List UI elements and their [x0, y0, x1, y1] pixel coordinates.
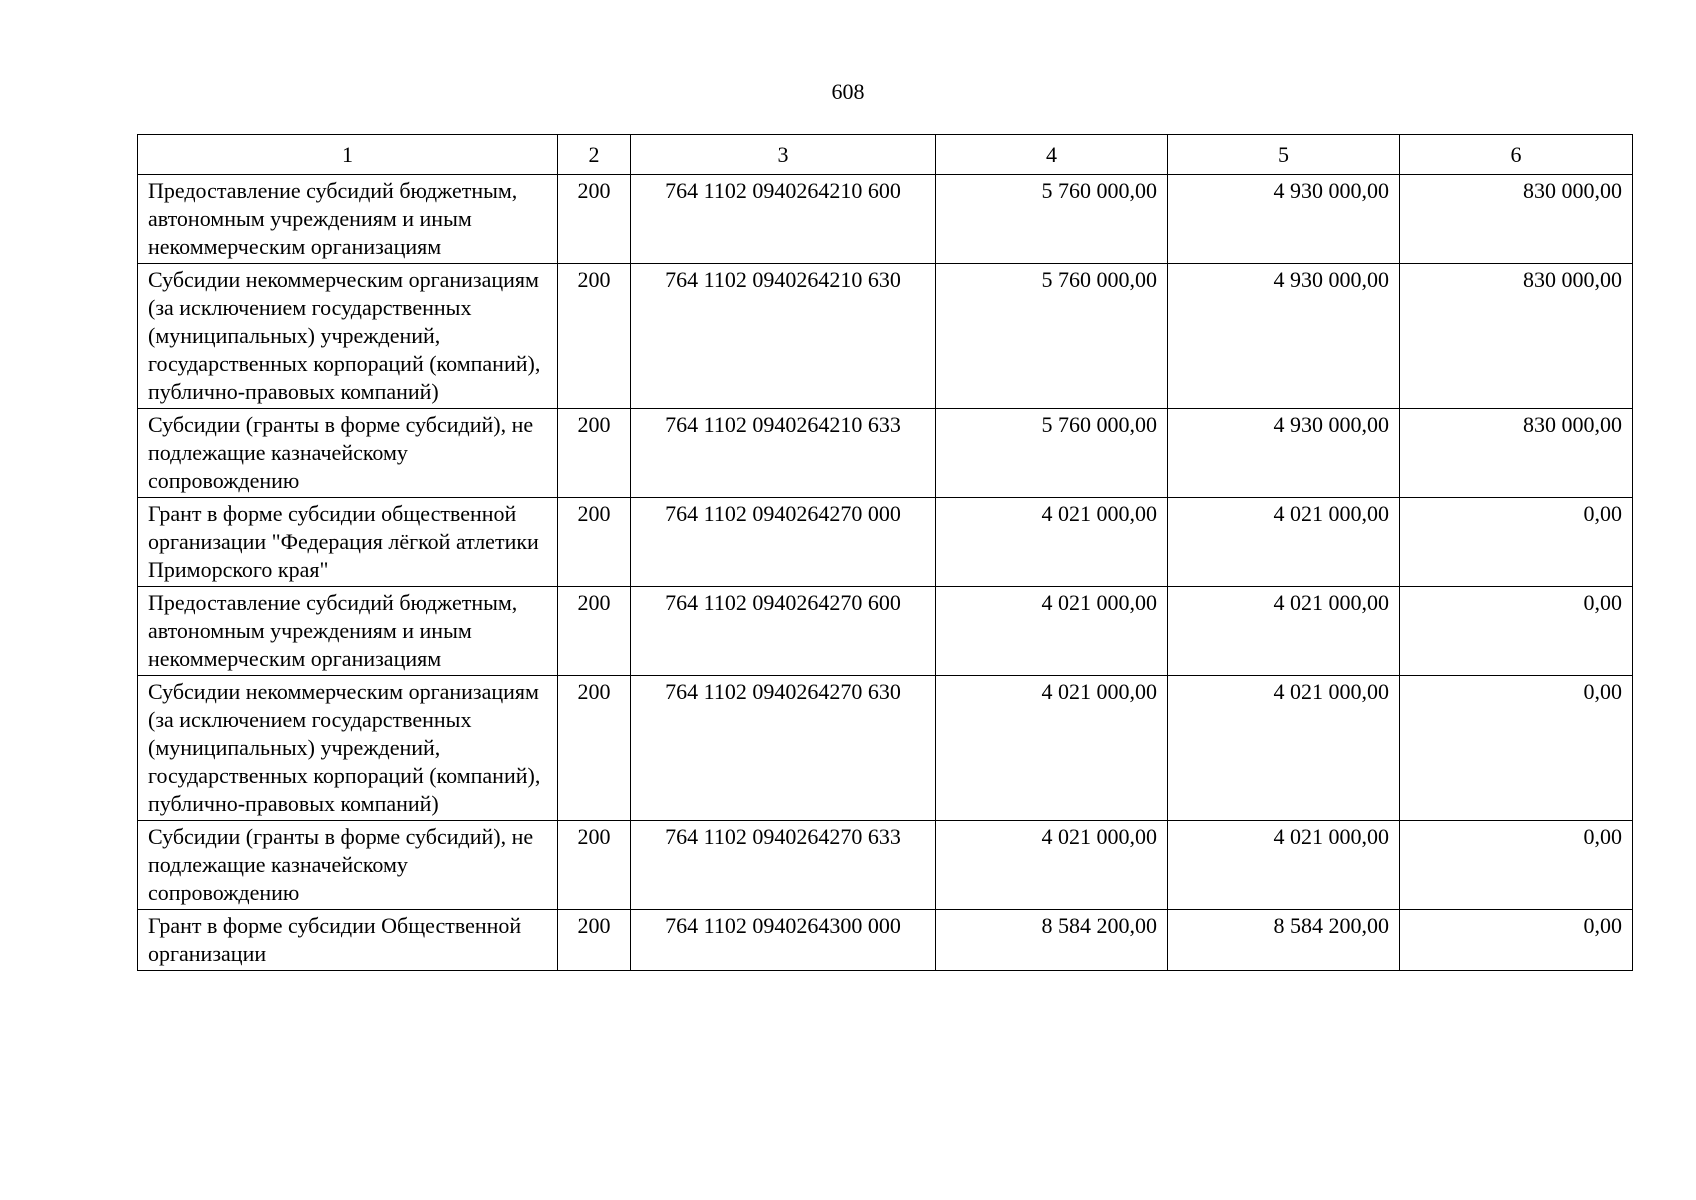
row-executed-cell: 8 584 200,00	[1168, 910, 1400, 971]
row-name-cell: Предоставление субсидий бюджетным, автономным учреждениям и иным некоммерческим организациям	[138, 175, 558, 264]
row-kbk-cell: 764 1102 0940264210 633	[631, 409, 936, 498]
row-unexecuted-cell: 0,00	[1400, 910, 1633, 971]
row-name-cell: Субсидии (гранты в форме субсидий), не подлежащие казначейскому сопровождению	[138, 821, 558, 910]
row-name-cell: Субсидии некоммерческим организациям (за исключением государственных (муниципальных) учреждений, государственных корпораций (компаний), публично-правовых компаний)	[138, 264, 558, 409]
row-approved-cell: 4 021 000,00	[936, 821, 1168, 910]
row-executed-cell: 4 021 000,00	[1168, 587, 1400, 676]
table-row	[138, 587, 1633, 676]
row-unexecuted-cell: 830 000,00	[1400, 264, 1633, 409]
header-col-1: 1	[138, 135, 558, 175]
row-name-cell: Грант в форме субсидии общественной организации "Федерация лёгкой атлетики Приморского края"	[138, 498, 558, 587]
table-row	[138, 264, 1633, 409]
row-kbk-cell: 764 1102 0940264210 600	[631, 175, 936, 264]
row-approved-cell: 5 760 000,00	[936, 409, 1168, 498]
row-code-cell: 200	[558, 264, 631, 409]
row-unexecuted-cell: 0,00	[1400, 498, 1633, 587]
table-row	[138, 821, 1633, 910]
header-col-4: 4	[936, 135, 1168, 175]
header-col-3: 3	[631, 135, 936, 175]
row-code-cell: 200	[558, 175, 631, 264]
row-code-cell: 200	[558, 910, 631, 971]
row-executed-cell: 4 930 000,00	[1168, 175, 1400, 264]
row-kbk-cell: 764 1102 0940264210 630	[631, 264, 936, 409]
budget-table	[137, 134, 1633, 971]
row-name-cell: Субсидии некоммерческим организациям (за исключением государственных (муниципальных) учреждений, государственных корпораций (компаний), публично-правовых компаний)	[138, 676, 558, 821]
header-col-5: 5	[1168, 135, 1400, 175]
row-approved-cell: 4 021 000,00	[936, 676, 1168, 821]
table-row	[138, 175, 1633, 264]
header-col-6: 6	[1400, 135, 1633, 175]
row-executed-cell: 4 930 000,00	[1168, 409, 1400, 498]
row-approved-cell: 5 760 000,00	[936, 175, 1168, 264]
row-approved-cell: 5 760 000,00	[936, 264, 1168, 409]
row-executed-cell: 4 930 000,00	[1168, 264, 1400, 409]
row-code-cell: 200	[558, 676, 631, 821]
row-executed-cell: 4 021 000,00	[1168, 821, 1400, 910]
row-unexecuted-cell: 0,00	[1400, 676, 1633, 821]
row-executed-cell: 4 021 000,00	[1168, 498, 1400, 587]
row-kbk-cell: 764 1102 0940264270 000	[631, 498, 936, 587]
table-row	[138, 409, 1633, 498]
row-unexecuted-cell: 0,00	[1400, 587, 1633, 676]
row-approved-cell: 4 021 000,00	[936, 498, 1168, 587]
row-unexecuted-cell: 830 000,00	[1400, 175, 1633, 264]
row-name-cell: Субсидии (гранты в форме субсидий), не подлежащие казначейскому сопровождению	[138, 409, 558, 498]
row-code-cell: 200	[558, 498, 631, 587]
row-kbk-cell: 764 1102 0940264270 630	[631, 676, 936, 821]
row-approved-cell: 4 021 000,00	[936, 587, 1168, 676]
row-code-cell: 200	[558, 409, 631, 498]
row-name-cell: Грант в форме субсидии Общественной организации	[138, 910, 558, 971]
table-row	[138, 676, 1633, 821]
row-code-cell: 200	[558, 821, 631, 910]
page-number: 608	[831, 79, 865, 104]
row-unexecuted-cell: 830 000,00	[1400, 409, 1633, 498]
row-kbk-cell: 764 1102 0940264270 600	[631, 587, 936, 676]
header-row	[138, 135, 1633, 175]
row-approved-cell: 8 584 200,00	[936, 910, 1168, 971]
row-name-cell: Предоставление субсидий бюджетным, автономным учреждениям и иным некоммерческим организациям	[138, 587, 558, 676]
row-kbk-cell: 764 1102 0940264270 633	[631, 821, 936, 910]
header-col-2: 2	[558, 135, 631, 175]
row-code-cell: 200	[558, 587, 631, 676]
table-row	[138, 498, 1633, 587]
row-kbk-cell: 764 1102 0940264300 000	[631, 910, 936, 971]
table-row	[138, 910, 1633, 971]
row-executed-cell: 4 021 000,00	[1168, 676, 1400, 821]
row-unexecuted-cell: 0,00	[1400, 821, 1633, 910]
